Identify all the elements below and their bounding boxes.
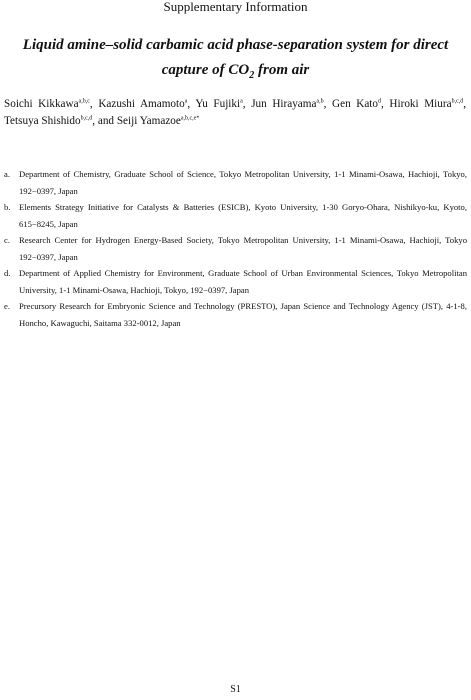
author-name: Seiji Yamazoe [116, 115, 181, 127]
author [195, 98, 242, 110]
author-affiliation-marks: b,c,d [80, 115, 93, 122]
affiliation-text: Elements Strategy Initiative for Catalysts & Batteries (ESICB), Kyoto University, 1-30 Goryo-Ohara, Nishikyo-ku, Kyoto, 615−8245, Japan [19, 202, 467, 229]
paper-title [14, 33, 457, 83]
affiliation-letter: c. [4, 235, 10, 245]
title-line-2-post: from air [254, 62, 310, 78]
author [389, 98, 463, 110]
author-name: Soichi Kikkawa [4, 98, 79, 110]
page-header: Supplementary Information [163, 0, 308, 14]
author-separator: , [187, 98, 196, 110]
affiliation-letter: b. [4, 202, 11, 212]
author-name: Jun Hirayama [251, 98, 317, 110]
author-separator: , and [92, 115, 117, 127]
affiliation-item [4, 298, 467, 331]
author-name: Gen Kato [332, 98, 379, 110]
author-affiliation-marks: a,b [316, 98, 324, 105]
affiliation-text: Department of Applied Chemistry for Environment, Graduate School of Urban Environmental Sciences, Tokyo Metropolitan University, 1-1 Minami-Osawa, Hachioji, Tokyo, 192−0397, Japan [19, 268, 467, 295]
affiliation-item [4, 199, 467, 232]
affiliation-item [4, 232, 467, 265]
author [117, 115, 200, 127]
author-name: Yu Fujiki [195, 98, 241, 110]
author-separator: , [323, 98, 333, 110]
affiliation-item [4, 166, 467, 199]
author [251, 98, 323, 110]
author-separator: , [89, 98, 99, 110]
author [4, 115, 92, 127]
author-affiliation-marks: b,c,d [451, 98, 464, 105]
author-separator: , [381, 98, 390, 110]
author-affiliation-marks: a [240, 98, 243, 105]
title-line-2 [14, 58, 457, 83]
author-name: Hiroki Miura [389, 98, 452, 110]
author-affiliation-marks: d [378, 98, 382, 105]
author-list [4, 96, 466, 130]
affiliation-text: Department of Chemistry, Graduate School of Science, Tokyo Metropolitan University, 1-1 Minami-Osawa, Hachioji, Tokyo, 192−0397, Japan [19, 169, 467, 196]
affiliation-letter: a. [4, 169, 10, 179]
page-number: S1 [230, 684, 241, 695]
author-affiliation-marks: a,b,c [78, 98, 90, 105]
author [332, 98, 381, 110]
author [4, 98, 90, 110]
affiliation-text: Research Center for Hydrogen Energy-Based Society, Tokyo Metropolitan University, 1-1 Minami-Osawa, Hachioji, Tokyo 192−0397, Japan [19, 235, 467, 262]
author-affiliation-marks: a,b,c,e* [180, 115, 200, 122]
affiliation-text: Precursory Research for Embryonic Science and Technology (PRESTO), Japan Science and Technology Agency (JST), 4-1-8, Honcho, Kawaguchi, Saitama 332-0012, Japan [19, 301, 467, 328]
author-separator: , [463, 98, 467, 110]
author [98, 98, 187, 110]
affiliation-list [4, 166, 467, 331]
affiliation-item [4, 265, 467, 298]
author-separator: , [242, 98, 252, 110]
author-name: Tetsuya Shishido [4, 115, 81, 127]
affiliation-letter: d. [4, 268, 11, 278]
title-line-2-pre: capture of CO [161, 62, 250, 78]
title-line-1: Liquid amine–solid carbamic acid phase-separation system for direct [22, 37, 449, 53]
author-name: Kazushi Amamoto [98, 98, 185, 110]
affiliation-letter: e. [4, 301, 10, 311]
author-affiliation-marks: a [184, 98, 188, 105]
title-subscript: 2 [249, 70, 255, 81]
